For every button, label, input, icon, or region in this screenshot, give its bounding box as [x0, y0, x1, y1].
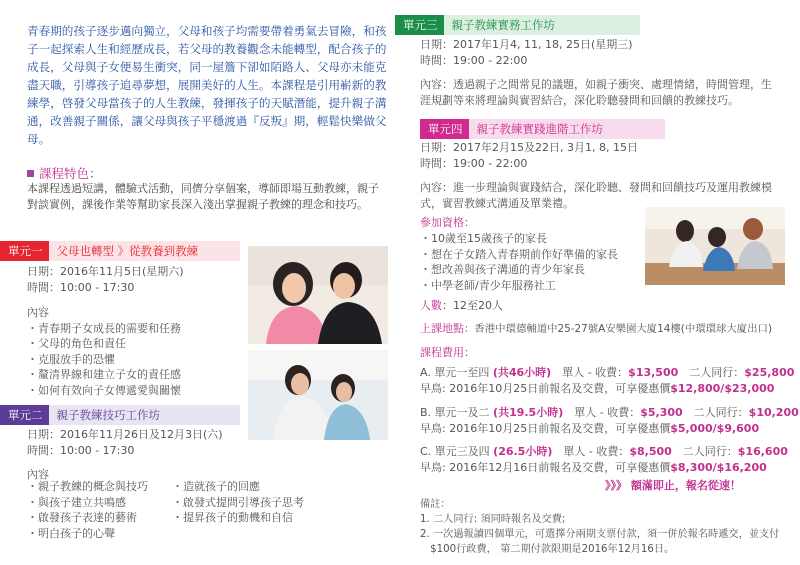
unit2-item: ・啟發孩子表達的藝術: [27, 511, 137, 524]
unit4-header: [420, 119, 665, 139]
unit4-tag: 單元四: [420, 119, 469, 139]
unit3-details: [420, 37, 780, 108]
fee-pair-label: 二人同行：: [682, 406, 749, 419]
early-price: $12,800/$23,000: [670, 382, 775, 395]
unit1-header: [0, 241, 240, 261]
features-heading: [27, 164, 102, 182]
quota-value: ：12至20人: [442, 299, 503, 312]
fee-early-c: [420, 459, 767, 475]
early-price: $5,000/$9,600: [670, 422, 760, 435]
eligibility-item: ・中學老師/青少年服務社工: [420, 278, 556, 292]
unit3-tag: 單元三: [395, 15, 444, 35]
fee-name: B. 單元一及二: [420, 406, 494, 419]
fee-row-a: [420, 364, 794, 380]
unit2-item: ・與孩子建立共鳴感: [27, 495, 126, 509]
fee-pair-price: $16,600: [737, 445, 788, 458]
unit3-content: 內容：透過親子之間常見的議題，如親子衝突、處理情緒，時間管理，生涯規劃等來將理論與實習結合，深化聆聽發問和回饋的教練技巧。: [420, 78, 772, 107]
unit4-content: 內容：進一步理論與實踐結合，深化聆聽、發問和回饋技巧及運用教練模式，實習教練式溝通及單業禮。: [420, 181, 772, 210]
features-body: 本課程透過短講，體驗式活動，同儕分享個案，導師即場互動教練，親子對談實例，課後作業等幫助家長深入淺出掌握親子教練的理念和技巧。: [27, 182, 379, 211]
features-title: 課程特色: [39, 166, 90, 181]
unit2-items-left: [27, 479, 187, 541]
unit1-item: ・如何有效向子女傳遞愛與關懷: [27, 383, 181, 397]
fee-hours: (共19.5小時): [493, 406, 564, 419]
photo-mother-daughter: [248, 246, 388, 344]
eligibility-item: ・想改善與孩子溝通的青少年家長: [420, 263, 585, 276]
eligibility-item: ・10歲至15歲孩子的家長: [420, 232, 547, 245]
unit1-title: 父母也轉型 》從教養到教練: [56, 244, 199, 258]
notes-item: 1. 二人同行: 須同時報名及交費;: [420, 514, 566, 525]
unit1-tag: 單元一: [0, 241, 49, 261]
fee-name: C. 單元三及四: [420, 445, 494, 458]
unit1-time: 時間：10:00 - 17:30: [27, 280, 135, 294]
fee-early-b: [420, 420, 759, 436]
unit4-time: 時間：19:00 - 22:00: [420, 156, 528, 170]
unit3-time: 時間：19:00 - 22:00: [420, 53, 528, 67]
unit1-item: ・釐清界線和建立子女的責任感: [27, 368, 181, 381]
eligibility-item: ・想在子女踏入青春期前作好準備的家長: [420, 247, 618, 261]
early-text: 早鳥: 2016年10月25日前報名及交費，可享優惠價: [420, 382, 671, 395]
fee-name: A. 單元一至四: [420, 366, 493, 379]
unit1-item: ・父母的角色和責任: [27, 337, 126, 350]
unit2-item: ・造就孩子的回應: [172, 480, 260, 493]
unit2-item: ・提昇孩子的動機和自信: [172, 511, 293, 524]
unit2-date: 日期：2016年11月26日及12月3日(六): [27, 428, 223, 441]
fee-single-price: $13,500: [628, 366, 679, 379]
fee-single-label: 單人 - 收費：: [551, 366, 629, 379]
quota: [420, 298, 503, 314]
cta-arrows-icon: 》》》: [605, 479, 627, 492]
fee-hours: (共46小時): [492, 366, 552, 379]
fee-row-c: [420, 443, 788, 459]
early-text: 早鳥: 2016年10月25日前報名及交費，可享優惠價: [420, 422, 671, 435]
unit4-date: 日期：2017年2月15及22日, 3月1, 8, 15日: [420, 141, 638, 154]
early-text: 早鳥: 2016年12月16日前報名及交費，可享優惠價: [420, 461, 671, 474]
notes-title: 備註：: [420, 499, 451, 510]
unit1-item: ・青春期子女成長的需要和任務: [27, 321, 181, 335]
notes: [420, 497, 795, 557]
unit2-item: ・親子教練的概念與技巧: [27, 480, 148, 493]
fee-single-price: $5,300: [640, 406, 683, 419]
unit2-title: 親子教練技巧工作坊: [56, 408, 160, 422]
fee-hours: (26.5小時): [493, 445, 553, 458]
quota-label: 人數: [420, 299, 442, 312]
photo-family: [645, 207, 785, 285]
notes-item: $100行政費， 第二期付款限期是2016年12月16日。: [420, 544, 675, 555]
unit1-date: 日期：2016年11月5日(星期六): [27, 265, 184, 278]
eligibility-list: [420, 231, 640, 293]
fees-title: 課程費用：: [420, 346, 475, 359]
early-price: $8,300/$16,200: [670, 461, 767, 474]
unit1-content-label: 內容: [27, 306, 49, 319]
venue: [420, 321, 772, 338]
fee-pair-label: 二人同行：: [671, 445, 738, 458]
unit4-title: 親子教練實踐進階工作坊: [476, 122, 603, 136]
unit1-details: [27, 264, 242, 398]
unit2-time: 時間：10:00 - 17:30: [27, 443, 135, 457]
unit2-item: ・啟發式提問引導孩子思考: [172, 495, 304, 509]
unit2-item: ・明白孩子的心聲: [27, 526, 115, 540]
fee-early-a: [420, 380, 774, 396]
fee-row-b: [420, 404, 799, 420]
venue-value: ：香港中環德輔道中25-27號A安樂園大廈14樓(中環環球大廈出口): [464, 323, 773, 335]
intro-paragraph: 青春期的孩子逐步邁向獨立，父母和孩子均需要帶着勇氣去冒險，和孩子一起探索人生和經歷成長，若父母的教養觀念未能轉型，配合孩子的成長，父母與子女便易生衝突，同一屋簷下卻如陌路人、父母亦未能克盡天職，引導孩子追尋夢想，展開美好的人生。本課程是引用嶄新的教練學，啓發父母當孩子的人生教練，發揮孩子的天賦潛能，提升親子溝通，改善親子關係，讓父母與孩子平穩渡過『反叛』期，輕鬆快樂做父母。: [27, 24, 387, 146]
fees-cta: [605, 478, 741, 494]
fee-pair-price: $10,200: [748, 406, 799, 419]
unit2-tag: 單元二: [0, 405, 49, 425]
fee-single-price: $8,500: [629, 445, 672, 458]
unit3-header: [395, 15, 640, 35]
features-colon: ：: [89, 166, 102, 181]
unit2-details: [27, 427, 267, 483]
unit2-content-label: 內容: [27, 468, 49, 481]
unit1-item: ・克服放手的恐懼: [27, 352, 115, 366]
unit3-title: 親子教練實務工作坊: [451, 18, 555, 32]
fee-single-label: 單人 - 收費：: [563, 406, 641, 419]
bullet-square-icon: [27, 170, 34, 177]
photo-mother-comforting: [248, 350, 388, 440]
cta-text: 額滿即止，報名從速！: [630, 479, 741, 492]
unit4-details: [420, 140, 780, 211]
eligibility-title: 參加資格：: [420, 216, 475, 229]
unit2-items-right: [172, 479, 392, 526]
venue-label: 上課地點: [420, 322, 464, 335]
fee-single-label: 單人 - 收費：: [552, 445, 630, 458]
notes-item: 2. 一次過報讀四個單元，可選擇分兩期支票付款，須一併於報名時遞交，並支付: [420, 529, 780, 540]
fee-pair-price: $25,800: [744, 366, 795, 379]
unit3-date: 日期：2017年1月4, 11, 18, 25日(星期三): [420, 38, 633, 51]
unit2-header: [0, 405, 240, 425]
fee-pair-label: 二人同行：: [678, 366, 745, 379]
